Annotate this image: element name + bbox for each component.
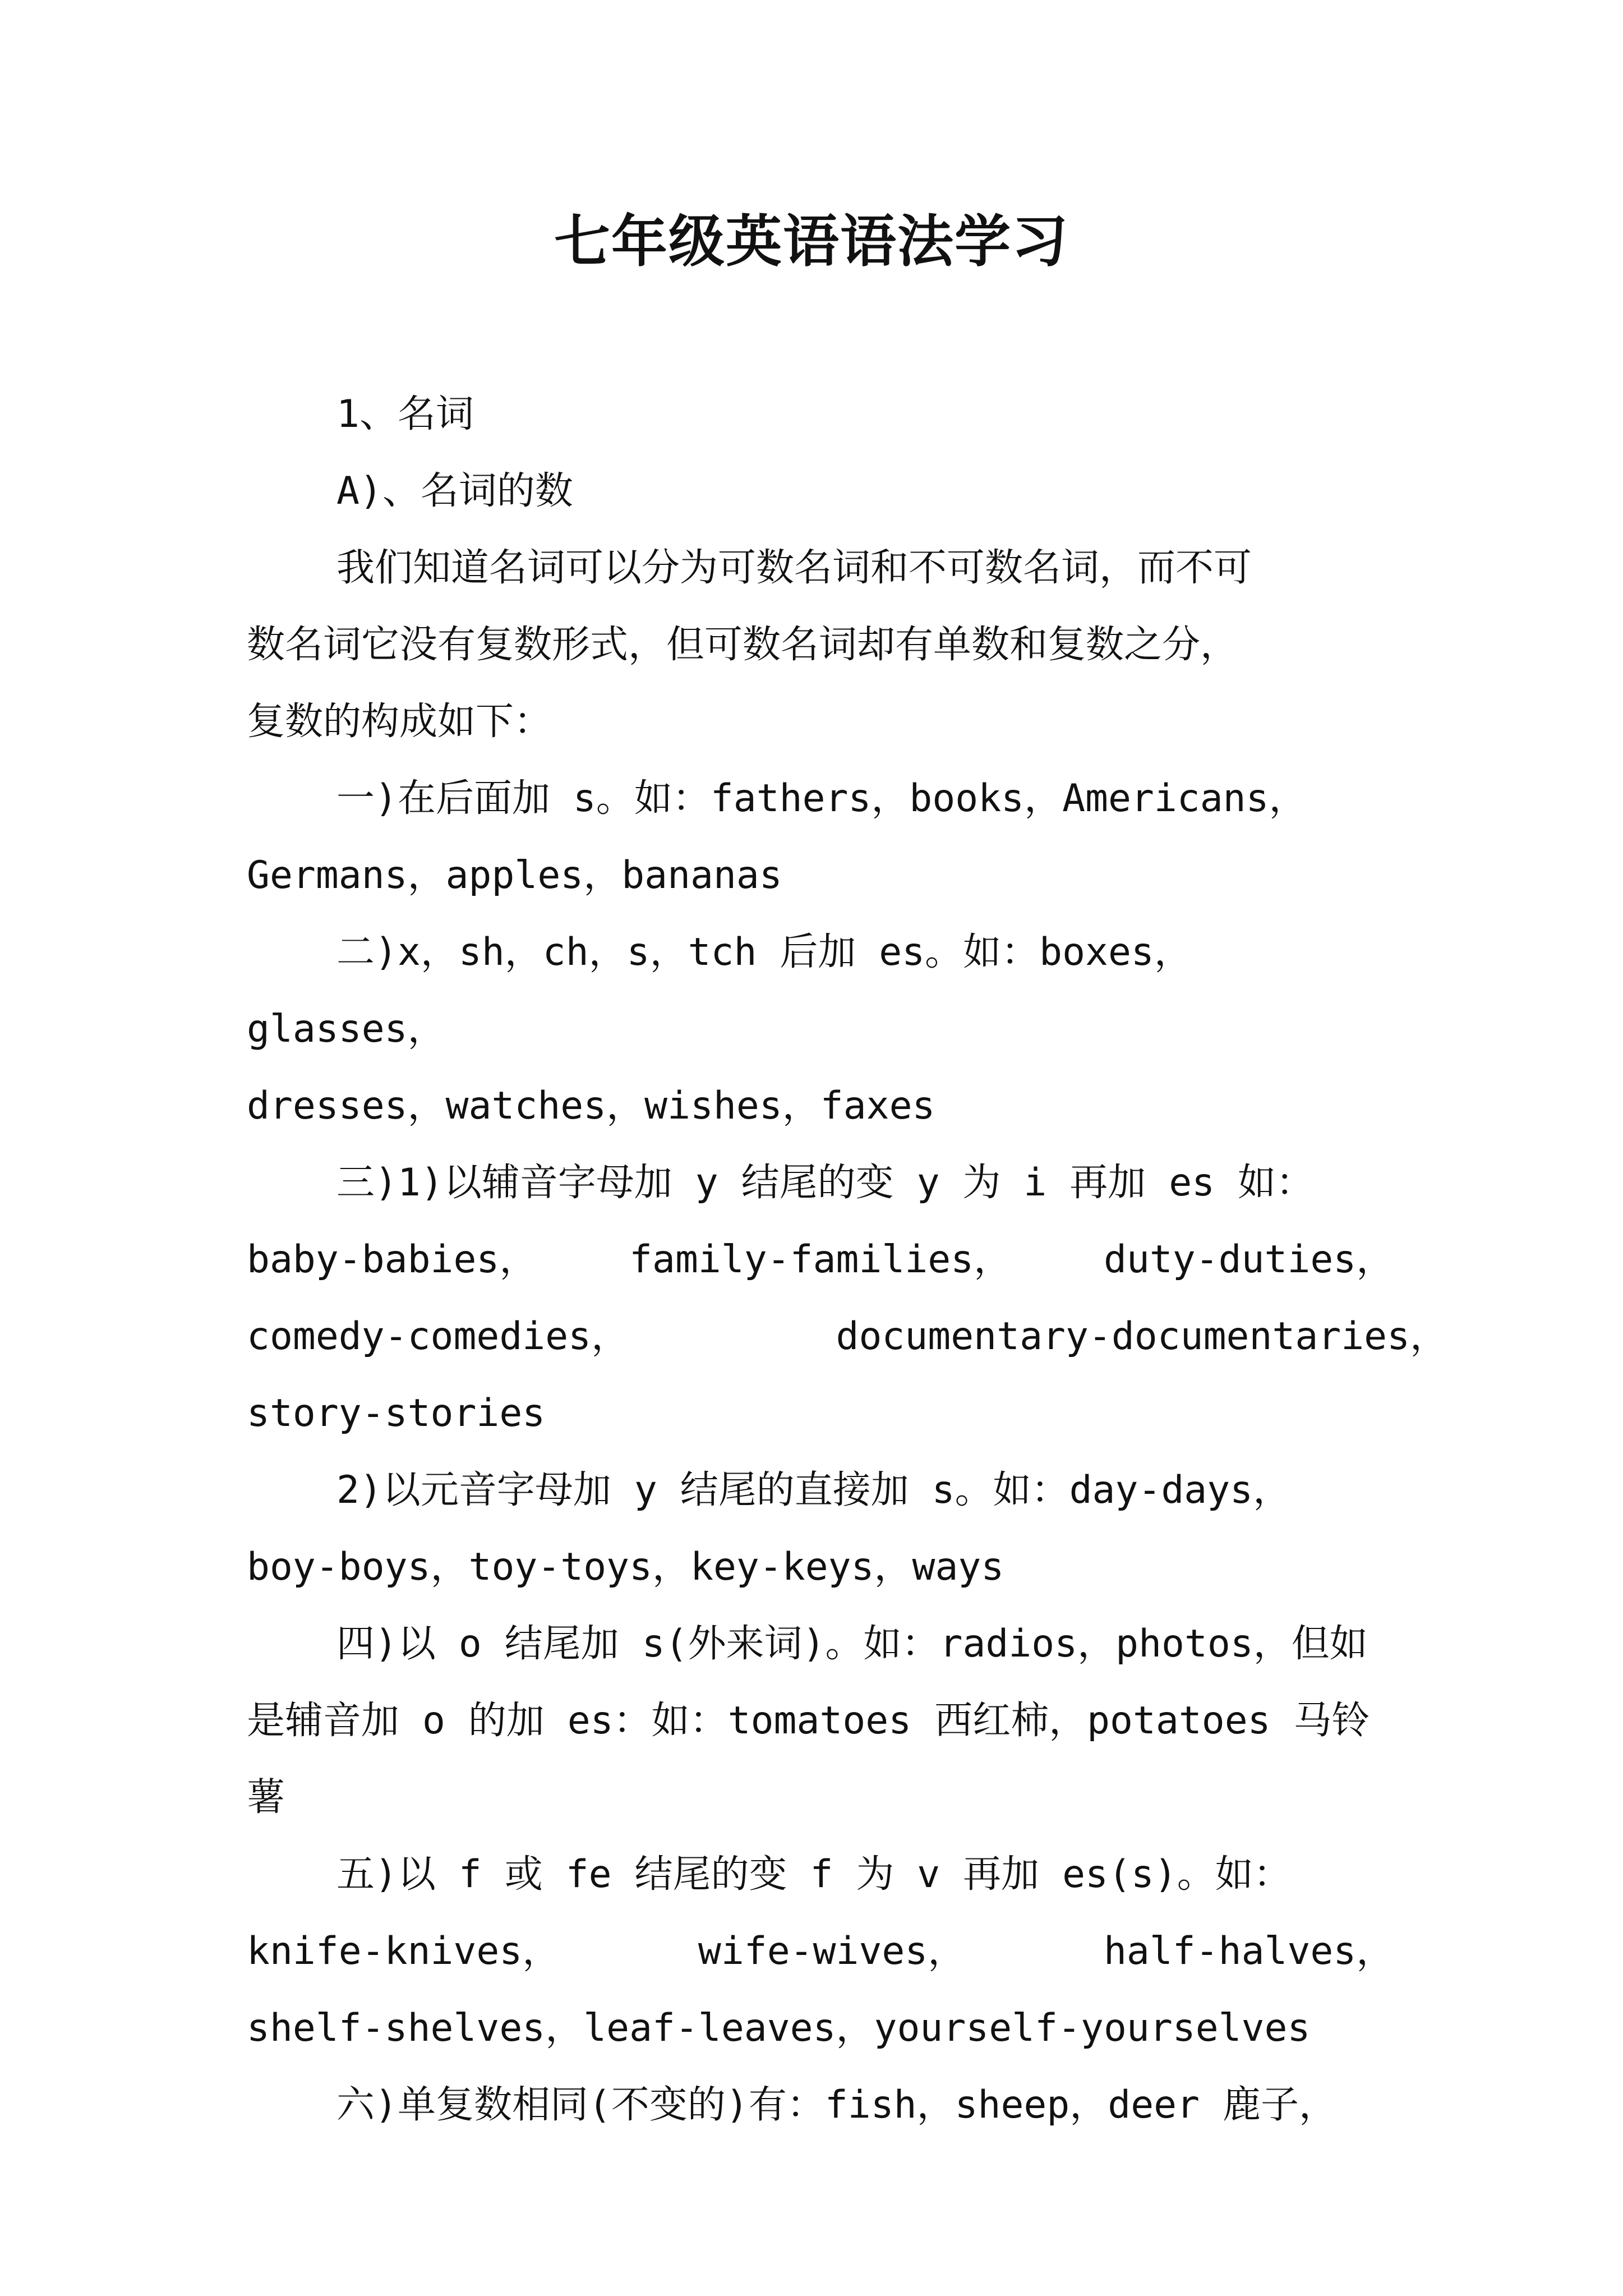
text-line: dresses，watches，wishes，faxes <box>247 1084 935 1128</box>
document-body <box>247 376 1449 2143</box>
text-line: 三)1)以辅音字母加 y 结尾的变 y 为 i 再加 es 如： <box>336 1161 1315 1205</box>
text-line: shelf-shelves，leaf-leaves，yourself-yourselves <box>247 2006 1311 2050</box>
text-line: 我们知道名词可以分为可数名词和不可数名词，而不可 <box>336 546 1252 590</box>
text-line: boy-boys，toy-toys，key-keys，ways <box>247 1545 1004 1589</box>
paragraph-intro <box>247 530 1385 760</box>
text-line: Germans，apples，bananas <box>247 853 782 898</box>
text-line: 2)以元音字母加 y 结尾的直接加 s。如：day-days， <box>336 1468 1292 1512</box>
section-heading-nouns: 1、名词 <box>336 392 474 436</box>
paragraph-rule-2 <box>247 914 1385 1144</box>
paragraph-rule-1 <box>247 760 1385 914</box>
text-line: 四)以 o 结尾加 s(外来词)。如：radios，photos，但如 <box>336 1622 1368 1666</box>
text-line: 是辅音加 o 的加 es：如：tomatoes 西红柿，potatoes 马铃 <box>247 1699 1370 1743</box>
text-line: story-stories <box>247 1391 546 1435</box>
text-line: 五)以 f 或 fe 结尾的变 f 为 v 再加 es(s)。如： <box>336 1852 1292 1897</box>
paragraph-rule-4 <box>247 1605 1385 1836</box>
paragraph-rule-3 <box>247 1144 1449 1452</box>
text-line: 数名词它没有复数形式，但可数名词却有单数和复数之分， <box>247 623 1239 667</box>
text-line: comedy-comedies， documentary-documentaries， <box>247 1314 1449 1359</box>
document-title: 七年级英语语法学习 <box>554 208 1069 274</box>
text-line: 六)单复数相同(不变的)有：fish，sheep，deer 鹿子， <box>336 2083 1337 2127</box>
text-line: 一)在后面加 s。如：fathers，books，Americans， <box>336 776 1307 821</box>
paragraph-rule-3b <box>247 1452 1385 1605</box>
paragraph-rule-5 <box>247 1836 1395 2067</box>
text-line: 复数的构成如下： <box>247 700 552 744</box>
paragraph-rule-6 <box>247 2067 1385 2143</box>
text-line: knife-knives， wife-wives， half-halves， <box>247 1929 1395 1973</box>
text-line: baby-babies， family-families， duty-duties， <box>247 1237 1395 1282</box>
subsection-heading-noun-number: A)、名词的数 <box>336 469 573 513</box>
text-line: 薯 <box>247 1775 285 1820</box>
text-line: 二)x，sh，ch，s，tch 后加 es。如：boxes，glasses， <box>247 930 1192 1051</box>
